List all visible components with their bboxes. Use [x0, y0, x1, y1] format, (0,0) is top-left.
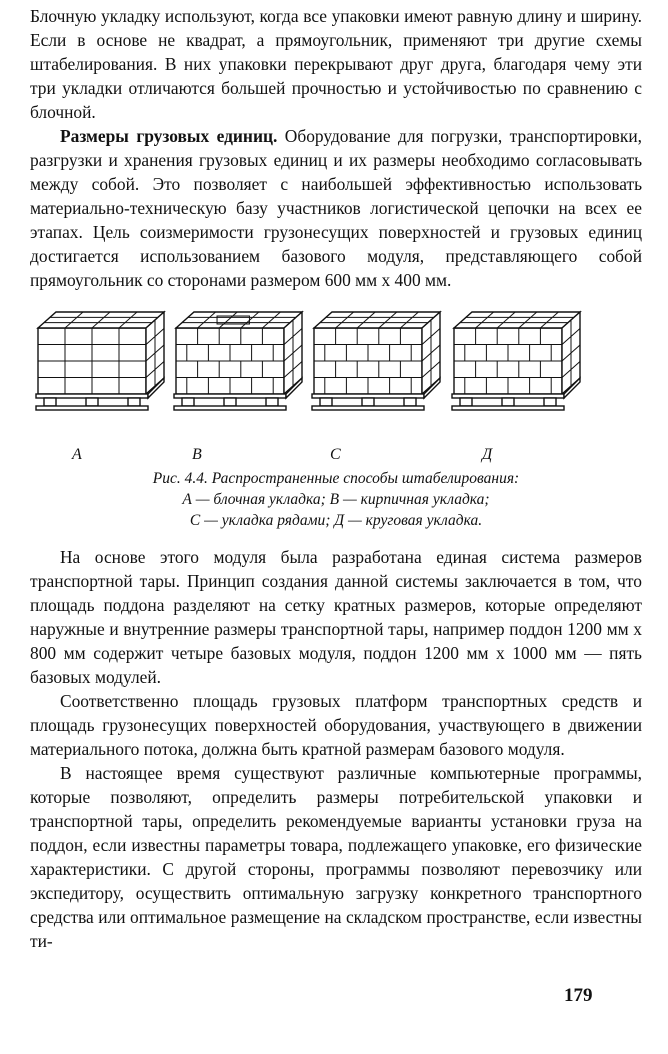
paragraph-text: Соответственно площадь грузовых платформ транспортных средств и площадь грузонесущих поверхностей оборудования, участвующего в движении материального потока, должна быть кратной размерам базового модуля.	[30, 691, 642, 759]
paragraph-lead-heading: Размеры грузовых единиц.	[60, 126, 278, 146]
figure-letter-c: С	[330, 446, 341, 463]
paragraph-text: Оборудование для погрузки, транспортировки, разгрузки и хранения грузовых единиц и их размеры необходимо согласовывать между собой. Это позволяет с наибольшей эффективностью использовать материально-техническую базу участников логистической цепочки на всех ее этапах. Цель соизмеримости грузонесущих поверхностей и грузовых единиц достигается использованием базового модуля, представляющего собой прямоугольник со сторонами размером 600 мм x 400 мм.	[30, 126, 643, 290]
pallet-bottom	[174, 406, 286, 410]
pallet-block	[502, 398, 514, 406]
pallet-block	[460, 398, 472, 406]
page-number: 179	[564, 985, 593, 1006]
paragraph-text: В настоящее время существуют различные компьютерные программы, которые позволяют, определить размеры потребительской упаковки и транспортной тары, определить рекомендуемые варианты установки груза на поддон, если известны параметры товара, подлежащего упаковке, его физические характеристики. С другой стороны, программы позволяют перевозчику или экспедитору, осуществить оптимальную загрузку конкретного транспортного средства или оптимальное размещение на складском пространстве, если известны ти-	[30, 763, 642, 951]
pallet-block	[320, 398, 332, 406]
figure-letter-d: Д	[482, 446, 493, 463]
pallet-block	[224, 398, 236, 406]
pallet-block	[86, 398, 98, 406]
figure-letter-b: В	[192, 446, 202, 463]
stack-top-face	[176, 312, 302, 328]
pallet-bottom	[36, 406, 148, 410]
pallet-block	[182, 398, 194, 406]
pallet-stacks-illustration	[30, 298, 642, 446]
paragraph-text: На основе этого модуля была разработана единая система размеров транспортной тары. Принцип создания данной системы заключается в том, что площадь поддона разделяют на сетку кратных размеров, которые определяют наружные и внутренние размеры транспортной тары, например поддон 1200 мм x 800 мм содержит четыре базовых модуля, поддон 1200 мм x 1000 мм — пять базовых модулей.	[30, 547, 642, 687]
pallet-block	[266, 398, 278, 406]
caption-line: Рис. 4.4. Распространенные способы штабелирования:	[152, 470, 520, 487]
pallet-block	[44, 398, 56, 406]
paragraph-software	[30, 761, 642, 953]
figure-caption	[30, 468, 642, 531]
figure-letter-a: А	[72, 446, 82, 463]
stacking-figure	[30, 298, 642, 446]
page-content	[30, 4, 642, 953]
paragraph-text: Блочную укладку используют, когда все упаковки имеют равную длину и ширину. Если в основе не квадрат, а прямоугольник, применяют три другие схемы штабелирования. В них упаковки перекрывают друг друга, благодаря чему эти три укладки отличаются большей прочностью и устойчивостью по сравнению с блочной.	[30, 6, 642, 122]
stack-top-face	[454, 312, 580, 328]
paragraph-cargo-unit-sizes	[30, 124, 642, 292]
pallet-block	[128, 398, 140, 406]
figure-letters	[30, 446, 642, 468]
pallet-block	[544, 398, 556, 406]
caption-line: А — блочная укладка; В — кирпичная укладка;	[182, 491, 490, 508]
paragraph-platform-areas	[30, 689, 642, 761]
caption-line: С — укладка рядами; Д — круговая укладка.	[189, 512, 483, 529]
stack-top-face	[314, 312, 440, 328]
paragraph-unified-system	[30, 545, 642, 689]
paragraph-block-stacking	[30, 4, 642, 124]
pallet-bottom	[452, 406, 564, 410]
pallet-block	[362, 398, 374, 406]
pallet-bottom	[312, 406, 424, 410]
pallet-block	[404, 398, 416, 406]
